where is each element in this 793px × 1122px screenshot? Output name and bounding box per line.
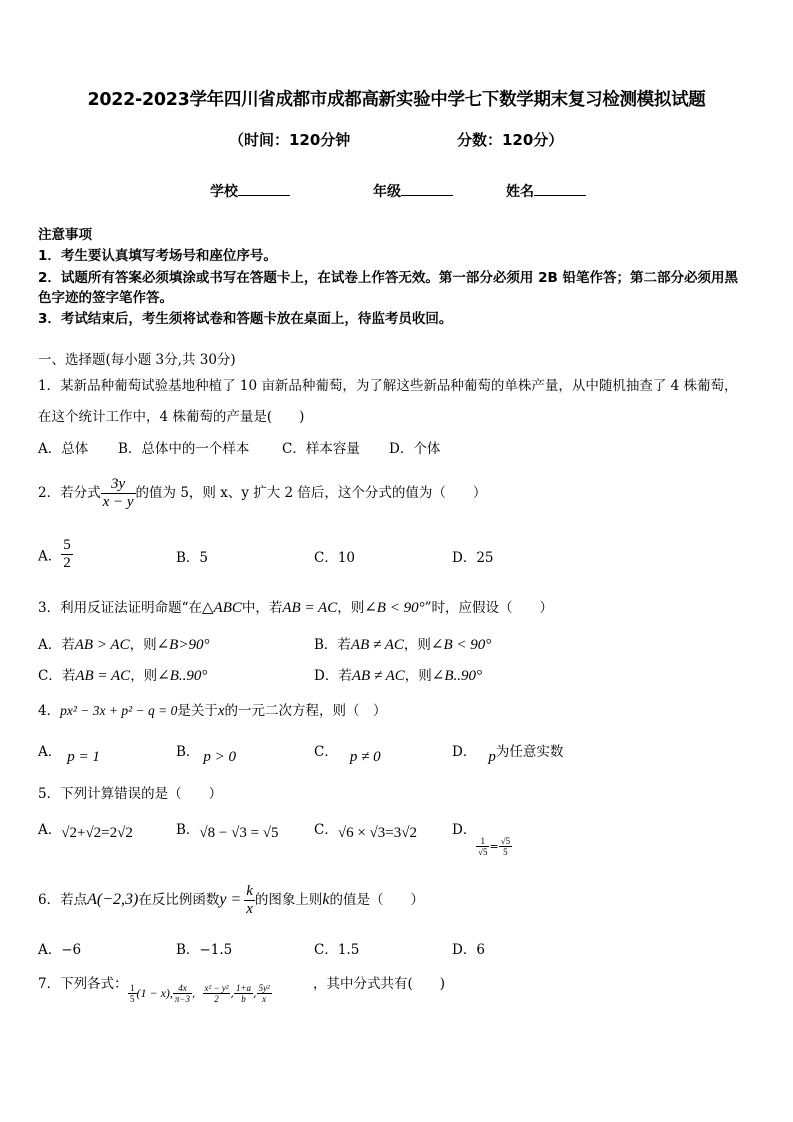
q5-d-math (476, 836, 512, 857)
exam-score: 分数：120分） (457, 131, 564, 149)
q7-f2d: π−3 (174, 994, 191, 1004)
q4-d-text: 为任意实数 (495, 744, 564, 760)
q4-a-math: p = 1 (67, 749, 100, 765)
q1-stem: 在这个统计工作中，4 株葡萄的产量是( ) (38, 409, 305, 425)
exam-time: （时间：120分钟 (229, 131, 351, 149)
q6-option-d: D．6 (452, 942, 485, 958)
q4-pre: 4． (38, 703, 61, 719)
school-label: 学校 (210, 184, 238, 200)
q7-f1t: (1 − x), (136, 986, 173, 1000)
name-field (506, 181, 586, 201)
notice-heading: 注意事项 (38, 227, 92, 243)
q7-frac5 (257, 983, 272, 1004)
q7-f5n: 5y² (258, 983, 270, 993)
q5-a-math: √2+√2=2√2 (61, 825, 133, 841)
q2-fraction (101, 476, 136, 511)
q6-post: 的值是（ ） (329, 892, 425, 908)
q5-c-label: C． (314, 822, 338, 838)
notice-item: 1．考生要认真填写考场号和座位序号。 (38, 248, 277, 264)
q2-pre: 2．若分式 (38, 485, 101, 501)
school-field (210, 181, 290, 201)
q4-option-c (314, 740, 381, 765)
q6-denominator: x (246, 901, 253, 917)
q6-numerator: k (246, 883, 253, 899)
q3-a-pre: A．若 (38, 637, 75, 653)
q3-option-c (38, 664, 207, 685)
q7-stem-pre: 7．下列各式： (38, 976, 128, 992)
q4-d-math: p (488, 749, 496, 765)
q3-c-mid: ，则 (130, 668, 158, 684)
name-label: 姓名 (506, 184, 534, 200)
q7-f4n: 1+a (235, 983, 252, 993)
q3-a-concl: ∠B>90° (156, 637, 210, 653)
q4-post: 的一元二次方程，则（ ） (224, 703, 387, 719)
grade-field (373, 181, 453, 201)
q3-d-concl: ∠B..90° (431, 668, 483, 684)
q5-d-n1: 1 (480, 836, 485, 846)
q3-post: ”时，应假设（ ） (424, 600, 553, 616)
q3-b-cond: AB ≠ AC (350, 637, 404, 653)
q7-expressions: $\frac{1}{5}$ (1 − x), $\frac{4x}{\pi-3}$ , $\frac{\text{x² − y²}}{2}$ , $\frac{1+a}{b}$ , $\frac{\text{5y²}}{x}$ (130, 983, 270, 1004)
q3-b-mid: ，则 (403, 637, 431, 653)
q3-d-pre: D．若 (314, 668, 352, 684)
q2-post: 的值为 5，则 x、y 扩大 2 倍后，这个分式的值为（ ） (135, 485, 487, 501)
q5-option-a (38, 818, 133, 839)
q4-b-label: B． (176, 744, 200, 760)
q3-stem (38, 596, 553, 617)
q2-option-b: B．5 (176, 550, 209, 566)
q3-mid2: ，则 (337, 600, 365, 616)
q7-f1n: 1 (130, 983, 135, 993)
q5-b-math: √8 − √3 = √5 (199, 825, 279, 841)
page-title: 2022-2023学年四川省成都市成都高新实验中学七下数学期末复习检测模拟试题 (87, 90, 706, 110)
q4-d-label: D． (452, 744, 477, 760)
q3-a-mid: ，则 (129, 637, 157, 653)
grade-label: 年级 (373, 184, 401, 200)
section-heading: 一、选择题(每小题 3分,共 30分) (38, 352, 236, 368)
q2-option-a (38, 537, 73, 572)
q5-d-frac2 (499, 836, 512, 857)
q3-condition: AB = AC (282, 600, 338, 616)
q6-mid: 在反比例函数 (138, 892, 220, 908)
q5-b-label: B． (176, 822, 200, 838)
q4-option-a (38, 740, 100, 765)
q2-option-a-num: 5 (63, 537, 71, 553)
q6-option-a: A．−6 (38, 942, 82, 958)
q7-frac3 (203, 983, 231, 1004)
q6-function: y = (219, 891, 242, 908)
q2-stem (38, 473, 486, 513)
q6-option-c: C．1.5 (314, 942, 360, 958)
q6-k: k (322, 891, 330, 908)
q7-frac4 (234, 983, 253, 1004)
name-blank (534, 182, 586, 196)
q5-d-frac1 (476, 836, 489, 857)
q6-option-b: B．−1.5 (176, 942, 233, 958)
q6-stem (38, 880, 424, 920)
q3-conclusion: ∠B < 90° (364, 600, 425, 616)
q6-point: A(−2,3) (87, 891, 139, 908)
q3-d-mid: ，则 (404, 668, 432, 684)
q5-d-n2: √5 (500, 836, 511, 846)
notice-item: 3．考试结束后，考生须将试卷和答题卡放在桌面上，待监考员收回。 (38, 311, 453, 327)
q7-f2n: 4x (178, 983, 187, 993)
q3-option-b (314, 633, 491, 654)
q3-c-cond: AB = AC (75, 668, 131, 684)
q4-a-label: A． (38, 744, 62, 760)
q3-triangle: △ABC (202, 600, 242, 616)
q7-f3d: 2 (203, 993, 231, 1004)
q4-stem (38, 699, 387, 720)
q4-c-label: C． (314, 744, 338, 760)
q6-mid2: 的图象上则 (254, 892, 323, 908)
notice-item: 色字迹的签字笔作答。 (38, 290, 173, 306)
q5-a-label: A． (38, 822, 62, 838)
q4-c-math: p ≠ 0 (349, 749, 381, 765)
q7-f3n: x² − y² (204, 983, 229, 993)
q2-denominator: x − y (102, 494, 134, 510)
q7-f5d: x (257, 993, 272, 1004)
q5-option-b (176, 818, 279, 839)
q3-c-pre: C．若 (38, 668, 76, 684)
q3-b-concl: ∠B < 90° (430, 637, 492, 653)
q5-d-label: D． (452, 822, 477, 838)
q7-stem-post: ，其中分式共有( ) (313, 976, 446, 992)
q2-option-a-fraction (61, 537, 73, 572)
q5-d-eq: = (489, 840, 499, 853)
q4-b-math: p > 0 (203, 749, 237, 765)
q7-f1d: 5 (130, 994, 135, 1004)
q2-numerator: 3y (110, 476, 126, 492)
q5-d-d1: √5 (478, 847, 488, 857)
q2-option-d: D．25 (452, 550, 494, 566)
school-blank (238, 182, 290, 196)
q3-pre: 3．利用反证法证明命题“在 (38, 600, 202, 616)
q6-fraction (244, 883, 255, 918)
q3-a-cond: AB > AC (74, 637, 130, 653)
q5-stem: 5．下列计算错误的是（ ） (38, 786, 223, 802)
q5-option-d (452, 818, 512, 857)
grade-blank (401, 182, 453, 196)
notice-item: 2．试题所有答案必须填涂或书写在答题卡上，在试卷上作答无效。第一部分必须用 2B 铅笔作答；第二部分必须用黑 (38, 270, 738, 286)
q3-b-pre: B．若 (314, 637, 351, 653)
q7-frac2 (173, 983, 192, 1004)
q3-mid1: 中，若 (241, 600, 283, 616)
q3-d-cond: AB ≠ AC (351, 668, 405, 684)
q1-option-d: D．个体 (389, 441, 441, 457)
q7-f4d: b (234, 993, 253, 1004)
q2-option-a-den: 2 (63, 555, 71, 571)
q4-mid: 是关于 (177, 703, 218, 719)
q1-option-c: C．样本容量 (282, 441, 360, 457)
q4-option-b (176, 740, 237, 765)
q7-frac1 (128, 983, 137, 1004)
q5-d-d2: 5 (499, 846, 512, 857)
q3-option-d (314, 664, 482, 685)
q6-pre: 6．若点 (38, 892, 88, 908)
q4-variable: x (217, 703, 225, 719)
q4-equation: px² − 3x + p² − q = 0 (60, 703, 178, 718)
q4-option-d (452, 740, 564, 765)
q3-option-a (38, 633, 209, 654)
q1-stem: 1．某新品种葡萄试验基地种植了 10 亩新品种葡萄，为了解这些新品种葡萄的单株产量，从中随机抽查了 4 株葡萄， (38, 378, 738, 394)
q2-option-a-label: A． (38, 548, 62, 565)
q5-c-math: √6 × √3=3√2 (337, 825, 417, 841)
q1-option-b: B．总体中的一个样本 (118, 441, 250, 457)
q2-option-c: C．10 (314, 550, 356, 566)
q1-option-a: A．总体 (38, 441, 89, 457)
q3-c-concl: ∠B..90° (157, 668, 208, 684)
q5-option-c (314, 818, 417, 839)
